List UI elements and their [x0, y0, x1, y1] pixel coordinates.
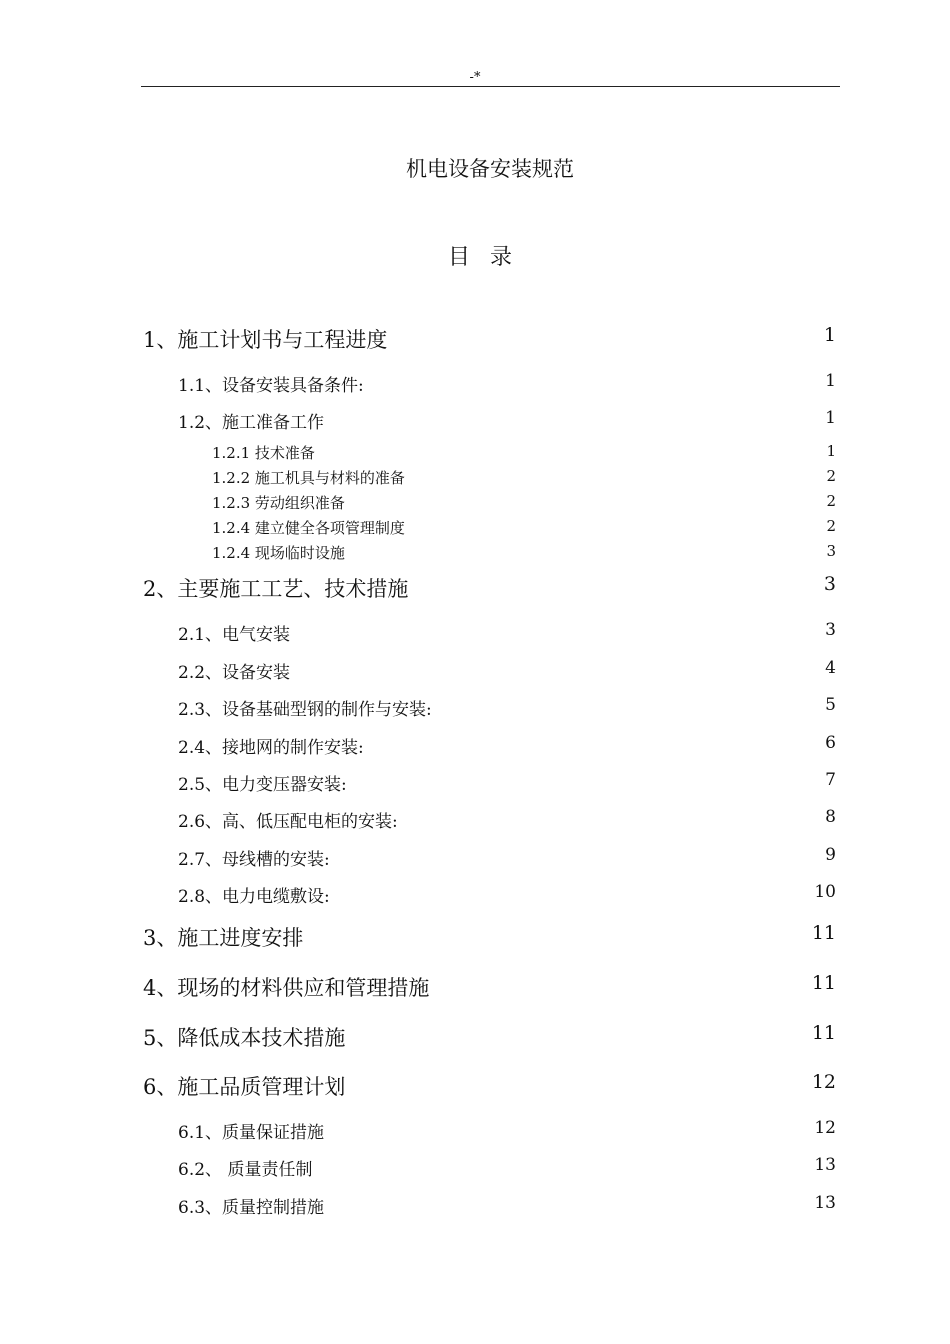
document-title: 机电设备安装规范 — [406, 157, 574, 181]
toc-entry-title: 2.1、电气安装 — [178, 625, 291, 645]
toc-entry-title: 1.2.4 现场临时设施 — [212, 544, 345, 562]
toc-entry-title: 1.2.3 劳动组织准备 — [212, 494, 345, 512]
toc-entry-title: 2、主要施工工艺、技术措施 — [143, 577, 409, 601]
toc-entry-page: 5 — [825, 695, 836, 715]
toc-entry-title: 6、施工品质管理计划 — [143, 1075, 346, 1099]
toc-entry-page: 2 — [826, 492, 836, 510]
toc-entry-page: 11 — [811, 922, 836, 944]
toc-entry-page: 2 — [826, 517, 836, 535]
toc-entry-page: 9 — [825, 845, 836, 865]
toc-entry-page: 6 — [825, 733, 836, 753]
toc-entry-page: 12 — [814, 1118, 836, 1138]
toc-entry-page: 1 — [823, 324, 836, 346]
toc-entry-page: 11 — [811, 1022, 836, 1044]
toc-entry-title: 6.1、质量保证措施 — [178, 1123, 325, 1143]
toc-entry-page: 2 — [826, 467, 836, 485]
toc-entry-page: 3 — [823, 573, 836, 595]
toc-entry-title: 1.2、施工准备工作 — [178, 413, 325, 433]
toc-entry-page: 13 — [814, 1193, 836, 1213]
toc-entry-page: 1 — [825, 408, 836, 428]
toc-entry-title: 1.2.2 施工机具与材料的准备 — [212, 469, 405, 487]
toc-entry-page: 12 — [811, 1071, 836, 1093]
toc-entry-page: 3 — [826, 542, 836, 560]
toc-entry-title: 4、现场的材料供应和管理措施 — [143, 976, 430, 1000]
toc-entry-title: 3、施工进度安排 — [143, 926, 304, 950]
header-mark: -* — [469, 70, 481, 85]
toc-entry-page: 1 — [826, 442, 836, 460]
toc-entry-page: 11 — [811, 972, 836, 994]
toc-entry-title: 1.2.4 建立健全各项管理制度 — [212, 519, 405, 537]
header-rule — [141, 86, 840, 87]
toc-entry-page: 3 — [825, 620, 836, 640]
toc-entry-page: 10 — [814, 882, 836, 902]
toc-entry-title: 1、施工计划书与工程进度 — [143, 328, 388, 352]
toc-entry-title: 2.7、母线槽的安装: — [178, 850, 330, 870]
toc-entry-page: 8 — [825, 807, 836, 827]
toc-entry-page: 13 — [814, 1155, 836, 1175]
toc-entry-page: 1 — [825, 371, 836, 391]
toc-entry-title: 5、降低成本技术措施 — [143, 1026, 346, 1050]
toc-entry-title: 1.2.1 技术准备 — [212, 444, 315, 462]
toc-entry-title: 2.4、接地网的制作安装: — [178, 738, 364, 758]
toc-entry-title: 2.8、电力电缆敷设: — [178, 887, 330, 907]
toc-entry-title: 2.5、电力变压器安装: — [178, 775, 347, 795]
toc-entry-title: 6.3、质量控制措施 — [178, 1198, 325, 1218]
toc-entry-title: 2.6、高、低压配电柜的安装: — [178, 812, 398, 832]
toc-entry-title: 1.1、设备安装具备条件: — [178, 376, 364, 396]
toc-entry-page: 7 — [825, 770, 836, 790]
toc-heading: 目录 — [447, 245, 532, 270]
toc-entry-title: 6.2、 质量责任制 — [178, 1160, 313, 1180]
toc-entry-title: 2.2、设备安装 — [178, 663, 291, 683]
toc-entry-page: 4 — [825, 658, 836, 678]
toc-entry-title: 2.3、设备基础型钢的制作与安装: — [178, 700, 432, 720]
